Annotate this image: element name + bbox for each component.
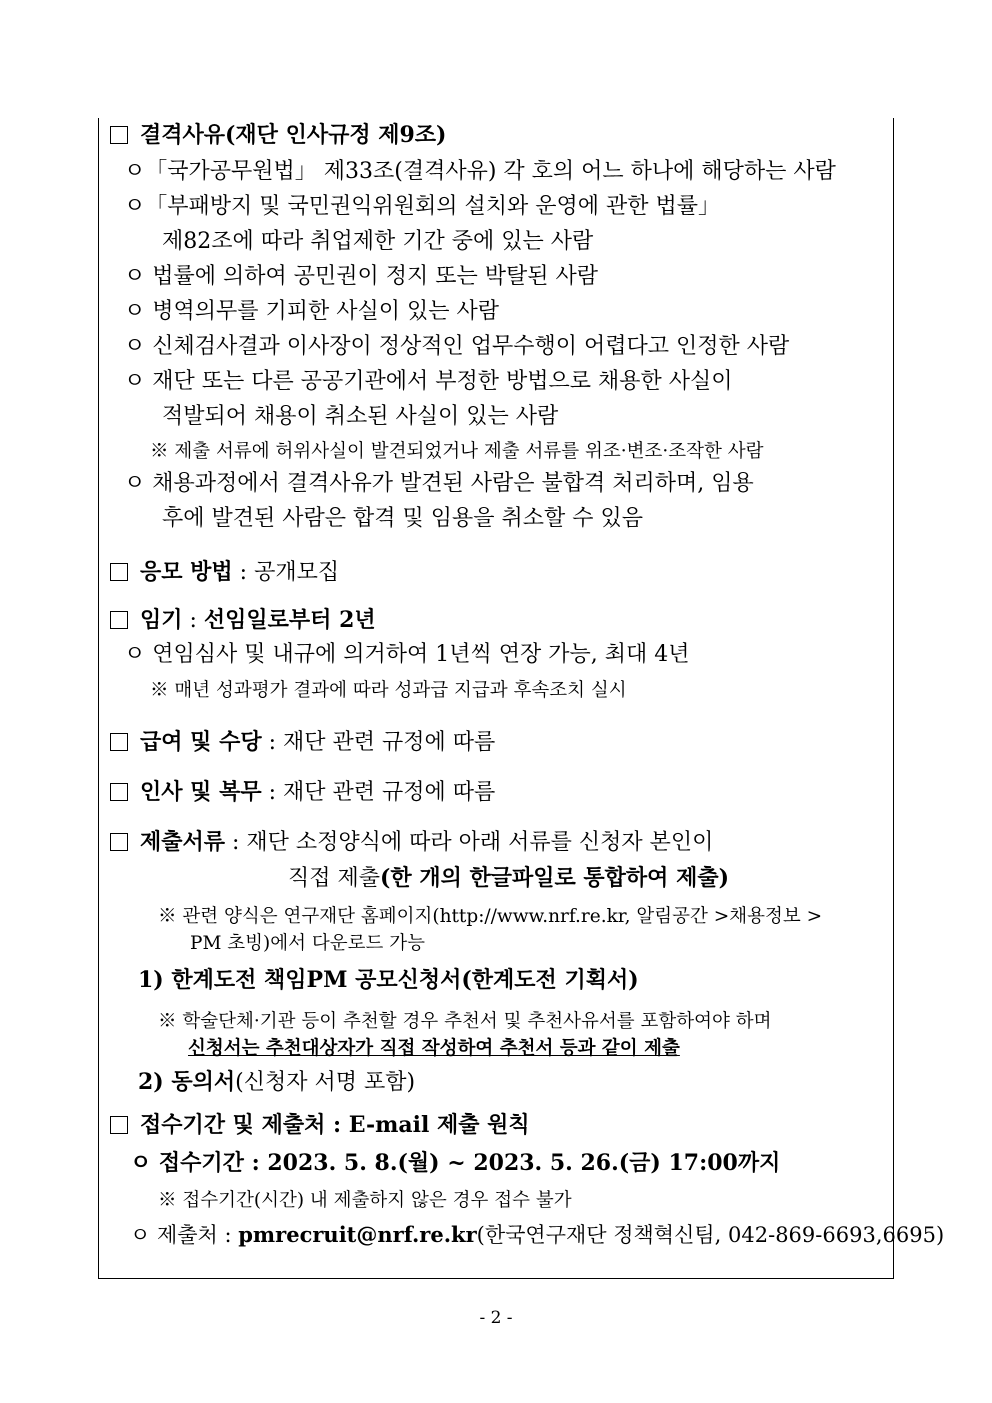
bullet-item: ㅇ 연임심사 및 내규에 의거하여 1년씩 연장 가능, 최대 4년	[124, 642, 690, 667]
document-item-2: 2) 동의서(신청자 서명 포함)	[138, 1069, 416, 1095]
bullet-item: ㅇ 접수기간 : 2023. 5. 8.(월) ~ 2023. 5. 26.(금) 17:00까지	[130, 1150, 781, 1176]
checkbox-square-icon	[110, 126, 128, 144]
bullet-item-cont: 후에 발견된 사람은 합격 및 임용을 취소할 수 있음	[162, 506, 643, 531]
note: ※ 접수기간(시간) 내 제출하지 않은 경우 접수 불가	[158, 1190, 572, 1211]
section-application-method: 응모 방법 : 공개모집	[110, 557, 339, 588]
section-term: 임기 : 선임일로부터 2년	[110, 605, 376, 636]
section-salary: 급여 및 수당 : 재단 관련 규정에 따름	[110, 727, 495, 758]
note: ※ 학술단체·기관 등이 추천할 경우 추천서 및 추천사유서를 포함하여야 하며	[158, 1011, 772, 1032]
checkbox-square-icon	[110, 1116, 128, 1134]
note: ※ 관련 양식은 연구재단 홈페이지(http://www.nrf.re.kr, 알림공간 >채용정보 >	[158, 906, 823, 927]
checkbox-square-icon	[110, 733, 128, 751]
section-personnel: 인사 및 복무 : 재단 관련 규정에 따름	[110, 777, 495, 808]
document-item-1: 1) 한계도전 책임PM 공모신청서(한계도전 기획서)	[138, 967, 639, 993]
bullet-item-cont: 적발되어 채용이 취소된 사실이 있는 사람	[162, 404, 559, 429]
section-documents: 제출서류 : 재단 소정양식에 따라 아래 서류를 신청자 본인이	[110, 827, 713, 858]
note: ※ 제출 서류에 허위사실이 발견되었거나 제출 서류를 위조·변조·조작한 사람	[150, 441, 764, 462]
bullet-item: ㅇ 재단 또는 다른 공공기관에서 부정한 방법으로 채용한 사실이	[124, 369, 733, 394]
submission-contact: ㅇ 제출처 : pmrecruit@nrf.re.kr(한국연구재단 정책혁신팀, 042-869-6693,6695)	[130, 1222, 945, 1247]
note: ※ 매년 성과평가 결과에 따라 성과급 지급과 후속조치 실시	[150, 680, 627, 701]
checkbox-square-icon	[110, 783, 128, 801]
bullet-item: ㅇ「부패방지 및 국민권익위원회의 설치와 운영에 관한 법률」	[124, 194, 721, 219]
section-disqualification-heading: 결격사유(재단 인사규정 제9조)	[110, 120, 446, 151]
note-cont-underlined: 신청서는 추천대상자가 직접 작성하여 추천서 등과 같이 제출	[188, 1038, 680, 1059]
bullet-item: ㅇ 채용과정에서 결격사유가 발견된 사람은 불합격 처리하며, 임용	[124, 471, 754, 496]
bullet-item-cont: 제82조에 따라 취업제한 기간 중에 있는 사람	[162, 229, 594, 254]
bullet-item: ㅇ 병역의무를 기피한 사실이 있는 사람	[124, 299, 499, 324]
checkbox-square-icon	[110, 611, 128, 629]
section-submission-period: 접수기간 및 제출처 : E-mail 제출 원칙	[110, 1110, 530, 1141]
bullet-item: ㅇ「국가공무원법」 제33조(결격사유) 각 호의 어느 하나에 해당하는 사람	[124, 159, 836, 184]
checkbox-square-icon	[110, 833, 128, 851]
checkbox-square-icon	[110, 563, 128, 581]
bullet-item: ㅇ 법률에 의하여 공민권이 정지 또는 박탈된 사람	[124, 264, 598, 289]
page-number: - 2 -	[479, 1308, 513, 1328]
email-address: pmrecruit@nrf.re.kr	[238, 1222, 477, 1247]
documents-text-cont: 직접 제출(한 개의 한글파일로 통합하여 제출)	[288, 865, 729, 891]
note-cont: PM 초빙)에서 다운로드 가능	[190, 933, 425, 954]
bullet-item: ㅇ 신체검사결과 이사장이 정상적인 업무수행이 어렵다고 인정한 사람	[124, 334, 790, 359]
